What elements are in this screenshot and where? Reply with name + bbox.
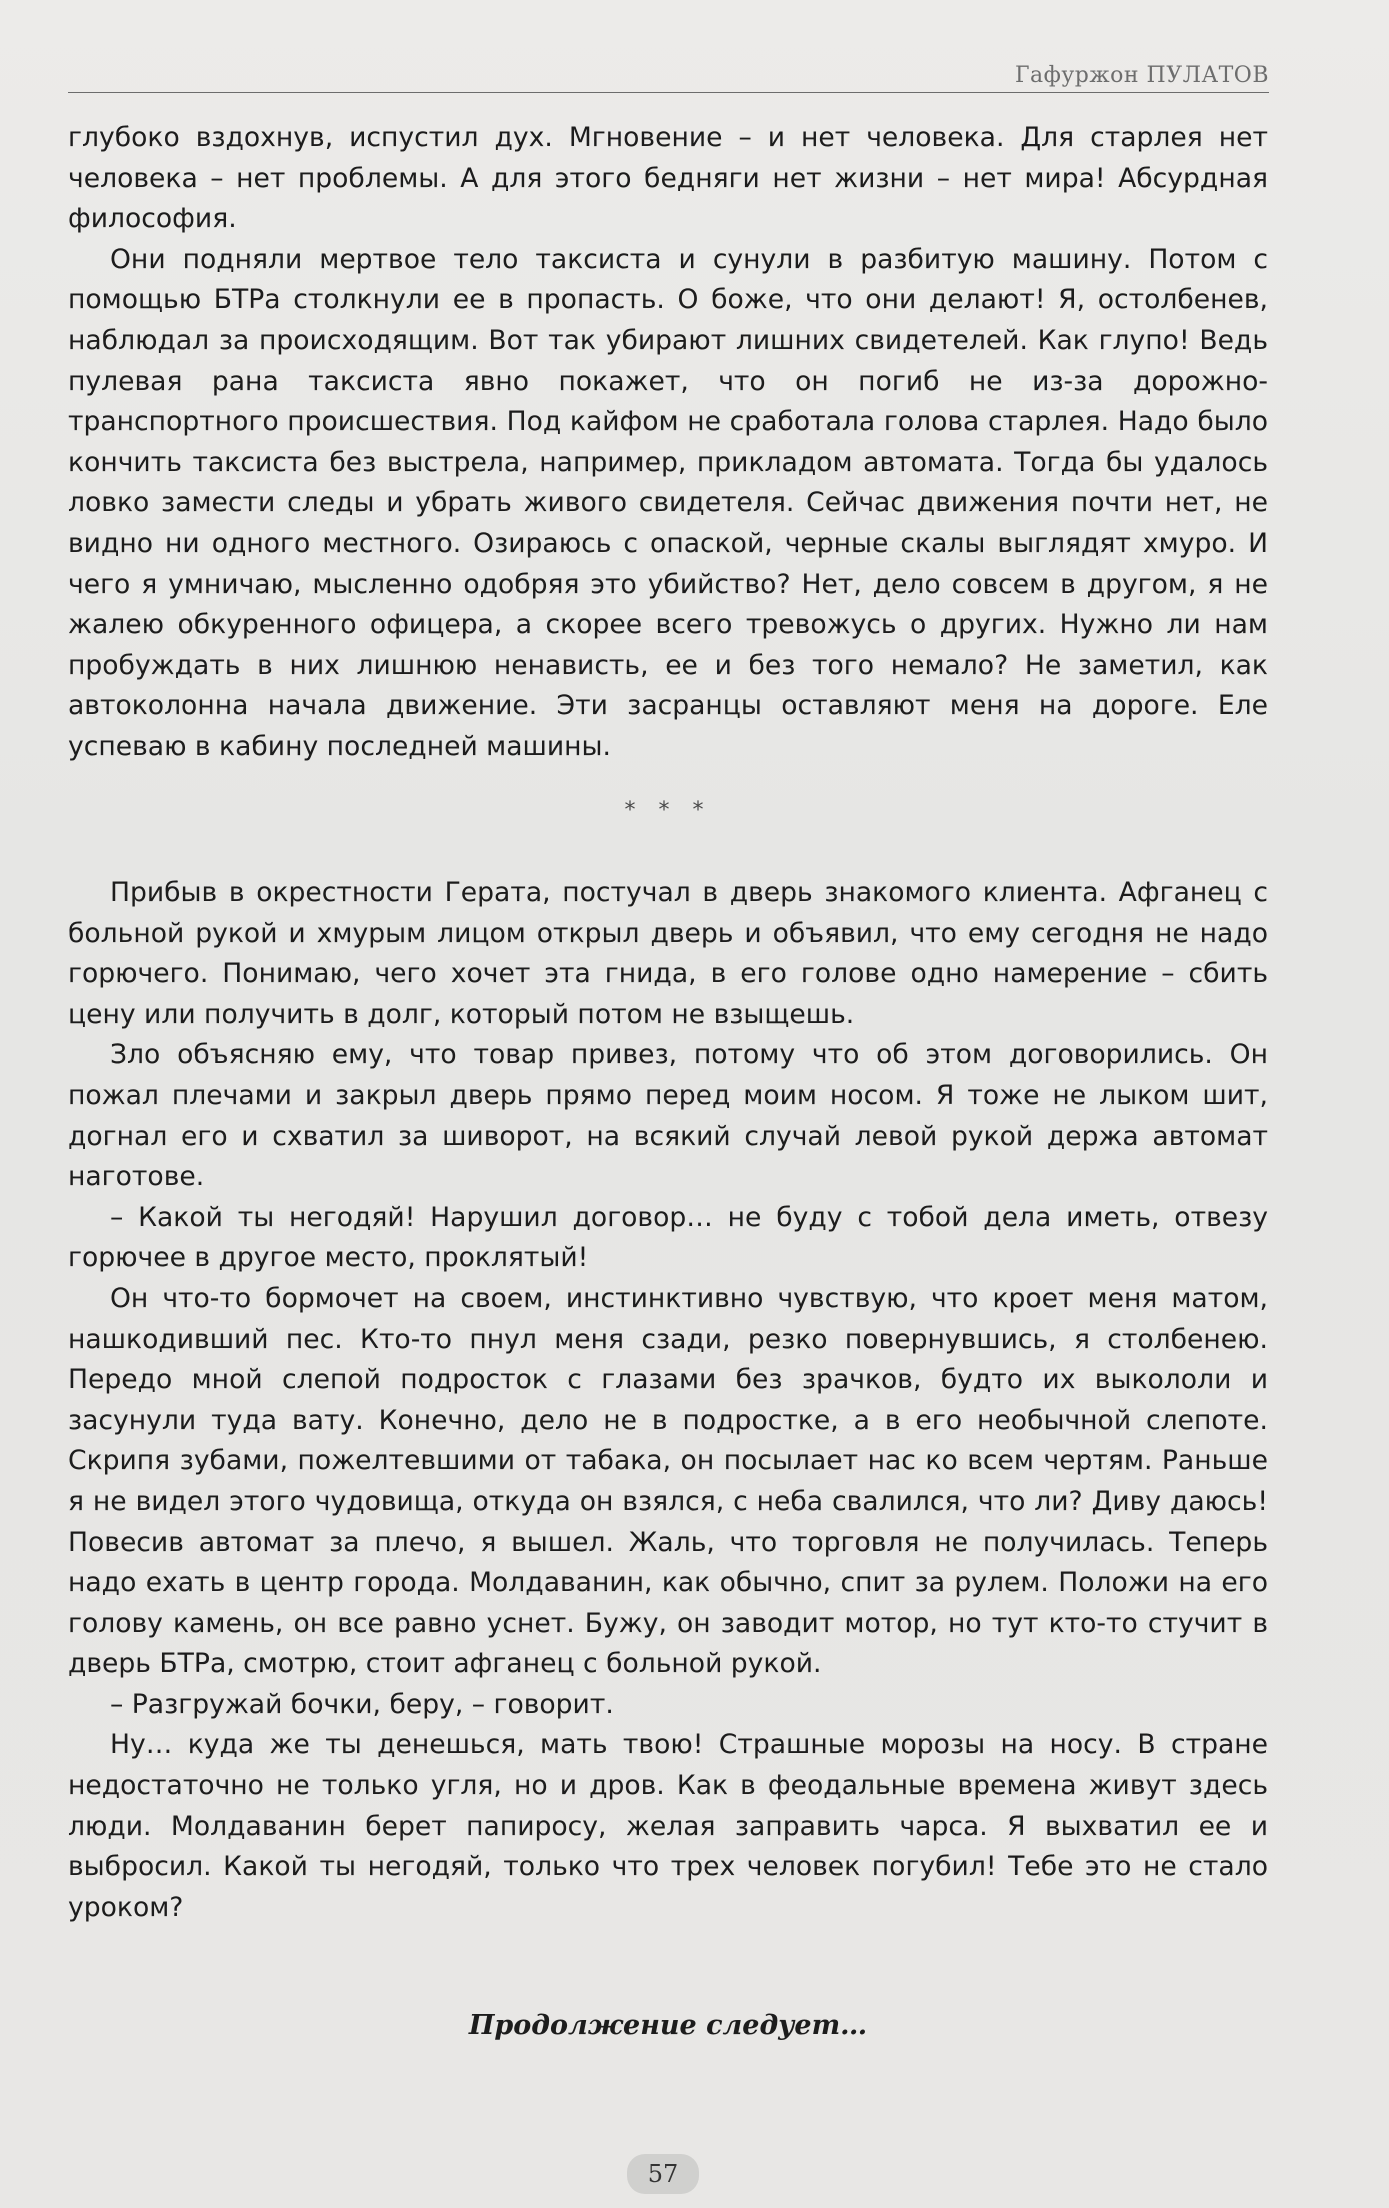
paragraph: Он что-то бормочет на своем, инстинктивно чувствую, что кроет меня матом, нашкодивший пес. Кто-то пнул меня сзади, резко повернувшись, я столбенею. Передо мной слепой подросток с глазами без зрачков, будто их выкололи и засунули туда вату. Конечно, дело не в подростке, а в его необычной слепоте. Скрипя зубами, пожелтевшими от табака, он посылает нас ко всем чертям. Раньше я не видел этого чудовища, откуда он взялся, с неба свалился, что ли? Диву даюсь! Повесив автомат за плечо, я вышел. Жаль, что торговля не получилась. Теперь надо ехать в центр города. Молдаванин, как обычно, спит за рулем. Положи на его голову камень, он все равно уснет. Бужу, он заводит мотор, но тут кто-то стучит в дверь БТРа, смотрю, стоит афганец с больной рукой.: [68, 1282, 1268, 1680]
text-section-1: [68, 118, 1268, 768]
running-header: [68, 52, 1269, 93]
header-author: Гафуржон ПУЛАТОВ: [1014, 63, 1269, 88]
page-number: [613, 2150, 713, 2198]
section-separator: * * *: [624, 798, 712, 823]
paragraph: – Разгружай бочки, беру, – говорит.: [110, 1688, 614, 1720]
paragraph: глубоко вздохнув, испустил дух. Мгновение – и нет человека. Для старлея нет человека – нет проблемы. А для этого бедняги нет жизни – нет мира! Абсурдная философия.: [68, 122, 1268, 235]
text-section-2: [68, 873, 1268, 1928]
page-content: [68, 118, 1268, 2041]
paragraph: Прибыв в окрестности Герата, постучал в дверь знакомого клиента. Афганец с больной рукой и хмурым лицом открыл дверь и объявил, что ему сегодня не надо горючего. Понимаю, чего хочет эта гнида, в его голове одно намерение – сбить цену или получить в долг, который потом не взыщешь.: [68, 877, 1268, 1030]
paragraph: Зло объясняю ему, что товар привез, потому что об этом договорились. Он пожал плечами и закрыл дверь прямо перед моим носом. Я тоже не лыком шит, догнал его и схватил за шиворот, на всякий случай левой рукой держа автомат наготове.: [68, 1039, 1268, 1193]
page-number-text: 57: [647, 2160, 679, 2188]
to-be-continued: Продолжение следует…: [468, 2010, 868, 2041]
paragraph: – Какой ты негодяй! Нарушил договор… не буду с тобой дела иметь, отвезу горючее в другое место, проклятый!: [68, 1201, 1268, 1274]
paragraph: Они подняли мертвое тело таксиста и сунули в разбитую машину. Потом с помощью БТРа столкнули ее в пропасть. О боже, что они делают! Я, остолбенев, наблюдал за происходящим. Вот так убирают лишних свидетелей. Как глупо! Ведь пулевая рана таксиста явно покажет, что он погиб не из-за дорожно-транспортного происшествия. Под кайфом не сработала голова старлея. Надо было кончить таксиста без выстрела, например, прикладом автомата. Тогда бы удалось ловко замести следы и убрать живого свидетеля. Сейчас движения почти нет, не видно ни одного местного. Озираюсь с опаской, черные скалы выглядят хмуро. И чего я умничаю, мысленно одобряя это убийство? Нет, дело совсем в другом, я не жалею обкуренного офицера, а скорее всего тревожусь о других. Нужно ли нам пробуждать в них лишнюю ненависть, ее и без того немало? Не заметил, как автоколонна начала движение. Эти засранцы оставляют меня на дороге. Еле успеваю в кабину последней машины.: [68, 243, 1268, 762]
paragraph: Ну… куда же ты денешься, мать твою! Страшные морозы на носу. В стране недостаточно не только угля, но и дров. Как в феодальные времена живут здесь люди. Молдаванин берет папиросу, желая заправить чарса. Я выхватил ее и выбросил. Какой ты негодяй, только что трех человек погубил! Тебе это не стало уроком?: [68, 1729, 1268, 1923]
